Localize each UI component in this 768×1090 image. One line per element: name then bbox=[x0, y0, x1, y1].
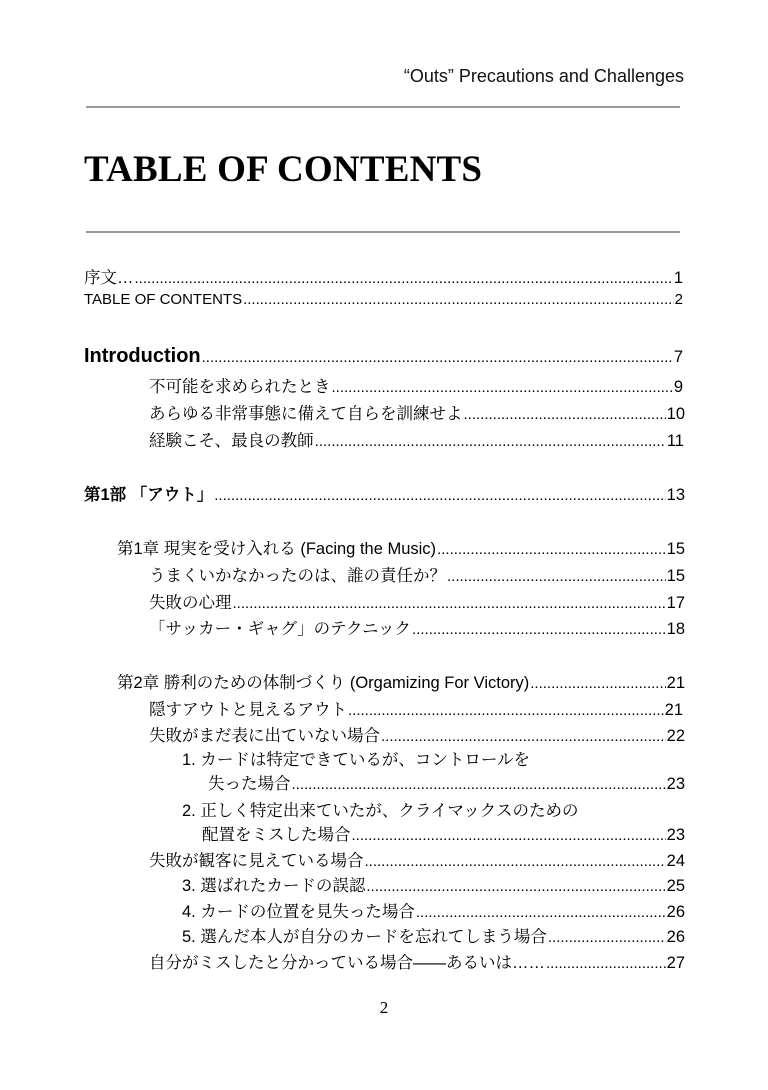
toc-entry-chapter-1-3[interactable] bbox=[149, 615, 685, 639]
toc-page-number: 2 bbox=[674, 291, 683, 308]
toc-leader-dots bbox=[233, 596, 666, 611]
toc-label: 第2章 勝利のための体制づくり (Orgamizing For Victory) bbox=[117, 674, 530, 692]
page-number: 2 bbox=[379, 998, 389, 1017]
toc-label: 隠すアウトと見えるアウト bbox=[149, 701, 347, 719]
toc-label: 失敗が観客に見えている場合 bbox=[149, 852, 364, 870]
toc-page-number: 24 bbox=[666, 852, 685, 870]
toc-page-number: 10 bbox=[666, 405, 685, 423]
toc-page-number: 23 bbox=[666, 826, 685, 844]
toc-leader-dots bbox=[548, 930, 666, 945]
toc-entry-intro-2[interactable] bbox=[149, 400, 685, 424]
toc-entry-intro-3[interactable] bbox=[149, 427, 684, 451]
toc-page-number: 9 bbox=[673, 378, 683, 396]
toc-leader-dots bbox=[416, 905, 666, 920]
toc-entry-chapter-2-2-1[interactable] bbox=[208, 770, 685, 794]
toc-label: うまくいかなかったのは、誰の責任か？ bbox=[149, 567, 446, 585]
toc-label: 失敗の心理 bbox=[149, 594, 232, 612]
toc-page-number: 21 bbox=[666, 674, 685, 692]
toc-entry-chapter-2-2-2[interactable] bbox=[202, 821, 685, 845]
toc-label: 第1章 現実を受け入れる (Facing the Music) bbox=[117, 540, 437, 558]
toc-entry-part-1[interactable] bbox=[84, 481, 685, 505]
toc-label: 「サッカー・ギャグ」のテクニック bbox=[149, 620, 412, 638]
toc-page-number: 15 bbox=[666, 540, 685, 558]
toc-leader-dots bbox=[243, 292, 674, 307]
toc-leader-dots bbox=[437, 542, 666, 557]
toc-label: あらゆる非常事態に備えて自らを訓練せよ bbox=[149, 405, 463, 423]
toc-page-number: 7 bbox=[673, 348, 683, 366]
toc-entry-preface[interactable] bbox=[84, 264, 683, 288]
toc-entry-chapter-2[interactable] bbox=[117, 669, 685, 693]
toc-label: 4. カードの位置を見失った場合 bbox=[182, 903, 415, 921]
toc-leader-dots bbox=[447, 569, 666, 584]
toc-leader-dots bbox=[464, 407, 666, 422]
toc-leader-dots bbox=[202, 350, 673, 365]
toc-leader-dots bbox=[546, 956, 666, 971]
header-rule bbox=[86, 106, 680, 108]
toc-label: 失った場合 bbox=[208, 775, 291, 793]
toc-label: 配置をミスした場合 bbox=[202, 826, 351, 844]
toc-leader-dots bbox=[530, 676, 665, 691]
toc-label: TABLE OF CONTENTS bbox=[84, 291, 243, 308]
toc-page-number: 26 bbox=[666, 928, 685, 946]
toc-page-number: 1 bbox=[673, 269, 683, 287]
toc-entry-2-2-1-line1: 1. カードは特定できているが、コントロールを bbox=[182, 751, 531, 769]
toc-label: Introduction bbox=[84, 345, 201, 367]
toc-page-number: 13 bbox=[666, 486, 685, 504]
toc-leader-dots bbox=[412, 622, 666, 637]
toc-page-number: 26 bbox=[666, 903, 685, 921]
toc-entry-chapter-2-3-3[interactable] bbox=[182, 872, 685, 896]
toc-leader-dots bbox=[292, 777, 666, 792]
toc-entry-introduction[interactable] bbox=[84, 345, 683, 369]
toc-label: 5. 選んだ本人が自分のカードを忘れてしまう場合 bbox=[182, 928, 547, 946]
toc-entry-chapter-1[interactable] bbox=[117, 535, 685, 559]
toc-label: 第1部 「アウト」 bbox=[84, 486, 214, 504]
page-title: TABLE OF CONTENTS bbox=[84, 149, 483, 190]
toc-leader-dots bbox=[332, 380, 673, 395]
toc-entry-chapter-2-4[interactable] bbox=[149, 949, 685, 973]
toc-page-number: 18 bbox=[666, 620, 685, 638]
toc-leader-dots bbox=[214, 488, 665, 503]
toc-label: 序文… bbox=[84, 269, 134, 287]
toc-label: 経験こそ、最良の教師 bbox=[149, 432, 314, 450]
toc-leader-dots bbox=[381, 729, 666, 744]
toc-entry-chapter-2-3-4[interactable] bbox=[182, 898, 685, 922]
toc-label: 失敗がまだ表に出ていない場合 bbox=[149, 727, 380, 745]
toc-leader-dots bbox=[315, 434, 666, 449]
toc-entry-intro-1[interactable] bbox=[149, 373, 683, 397]
toc-entry-2-2-2-line1: 2. 正しく特定出来ていたが、クライマックスのための bbox=[182, 802, 579, 820]
toc-entry-chapter-2-2[interactable] bbox=[149, 722, 685, 746]
toc-leader-dots bbox=[348, 703, 664, 718]
running-header: “Outs” Precautions and Challenges bbox=[403, 66, 684, 86]
toc-entry-chapter-2-1[interactable] bbox=[149, 696, 683, 720]
toc-entry-chapter-2-3[interactable] bbox=[149, 847, 685, 871]
toc-leader-dots bbox=[135, 271, 673, 286]
toc-page-number: 11 bbox=[666, 432, 684, 450]
toc-leader-dots bbox=[365, 854, 666, 869]
toc-leader-dots bbox=[352, 828, 666, 843]
toc-label: 自分がミスしたと分かっている場合——あるいは…… bbox=[149, 954, 545, 972]
toc-page-number: 25 bbox=[666, 877, 685, 895]
toc-entry-chapter-2-3-5[interactable] bbox=[182, 923, 685, 947]
toc-entry-table-of-contents[interactable] bbox=[84, 291, 683, 315]
toc-page-number: 27 bbox=[666, 954, 685, 972]
toc-page-number: 17 bbox=[666, 594, 685, 612]
toc-page-number: 22 bbox=[666, 727, 685, 745]
toc-page-number: 23 bbox=[666, 775, 685, 793]
toc-label: 3. 選ばれたカードの誤認 bbox=[182, 877, 366, 895]
toc-leader-dots bbox=[366, 879, 665, 894]
toc-page-number: 21 bbox=[664, 701, 683, 719]
toc-label: 不可能を求められたとき bbox=[149, 378, 331, 396]
toc-entry-chapter-1-1[interactable] bbox=[149, 562, 685, 586]
title-rule bbox=[86, 231, 680, 233]
toc-entry-chapter-1-2[interactable] bbox=[149, 589, 685, 613]
toc-page-number: 15 bbox=[666, 567, 685, 585]
